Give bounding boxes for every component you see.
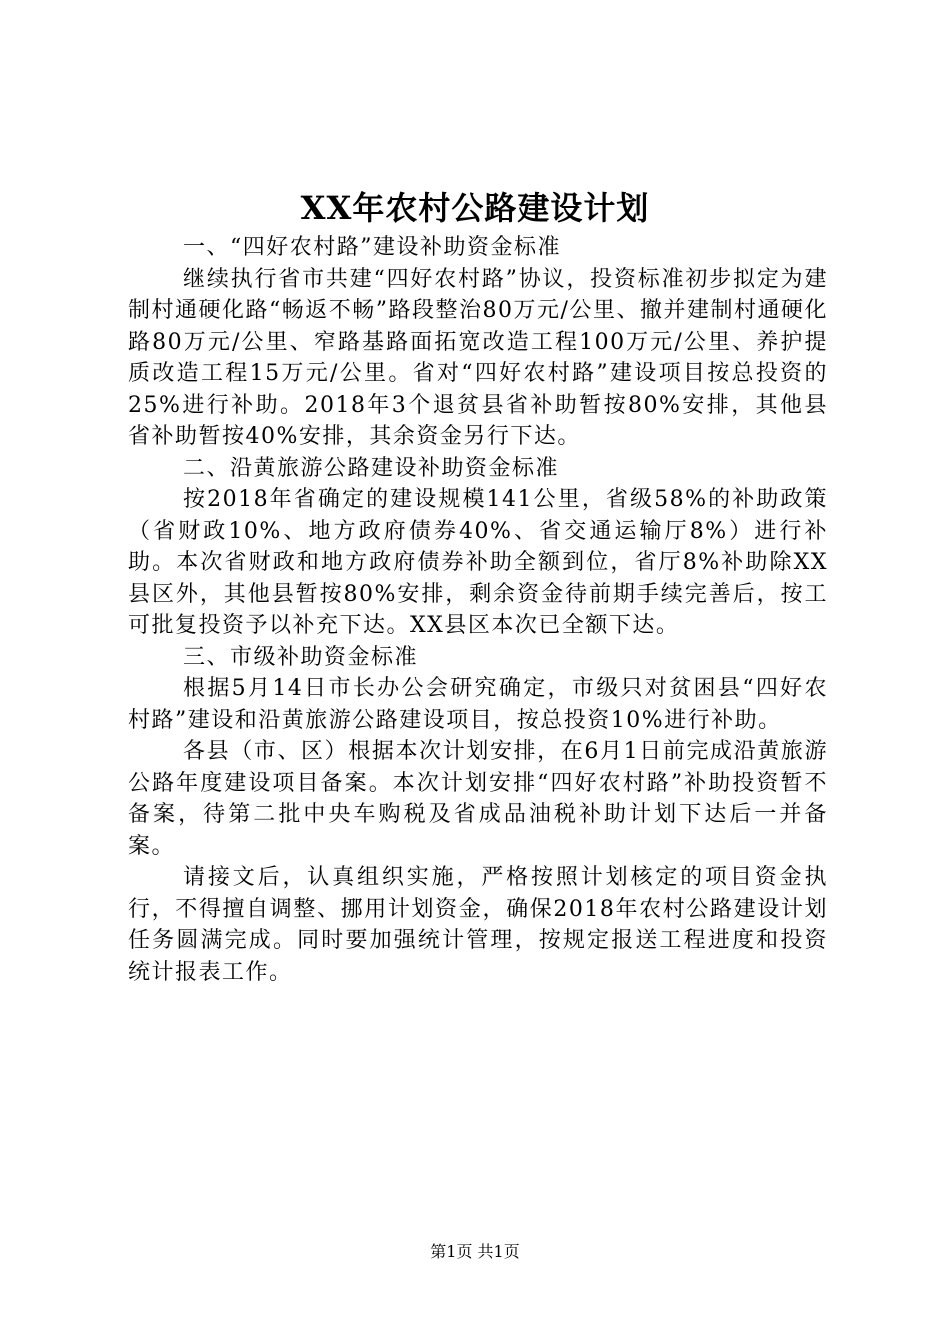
document-body — [128, 232, 828, 988]
paragraph-4: 各县（市、区）根据本次计划安排，在6月1日前完成沿黄旅游公路年度建设项目备案。本次计划安排“四好农村路”补助投资暂不备案，待第二批中央车购税及省成品油税补助计划下达后一并备案。 — [128, 739, 828, 859]
paragraph-2: 按2018年省确定的建设规模141公里，省级58%的补助政策（省财政10%、地方政府债券40%、省交通运输厅8%）进行补助。本次省财政和地方政府债券补助全额到位，省厅8%补助除XX县区外，其他县暂按80%安排，剩余资金待前期手续完善后，按工可批复投资予以补充下达。XX县区本次已全额下达。 — [128, 487, 828, 638]
paragraph-3: 根据5月14日市长办公会研究确定，市级只对贫困县“四好农村路”建设和沿黄旅游公路建设项目，按总投资10%进行补助。 — [128, 676, 828, 733]
document-title: XX年农村公路建设计划 — [300, 189, 650, 227]
paragraph-5: 请接文后，认真组织实施，严格按照计划核定的项目资金执行，不得擅自调整、挪用计划资金，确保2018年农村公路建设计划任务圆满完成。同时要加强统计管理，按规定报送工程进度和投资统计报表工作。 — [128, 865, 828, 985]
section-heading-3: 三、市级补助资金标准 — [183, 644, 419, 670]
paragraph-1: 继续执行省市共建“四好农村路”协议，投资标准初步拟定为建制村通硬化路“畅返不畅”路段整治80万元/公里、撤并建制村通硬化路80万元/公里、窄路基路面拓宽改造工程100万元/公里、养护提质改造工程15万元/公里。省对“四好农村路”建设项目按总投资的25%进行补助。2018年3个退贫县省补助暂按80%安排，其他县省补助暂按40%安排，其余资金另行下达。 — [128, 266, 828, 449]
page-footer: 第1页 共1页 — [430, 1242, 520, 1261]
section-heading-2: 二、沿黄旅游公路建设补助资金标准 — [183, 455, 560, 481]
section-heading-1: 一、“四好农村路”建设补助资金标准 — [183, 235, 561, 260]
